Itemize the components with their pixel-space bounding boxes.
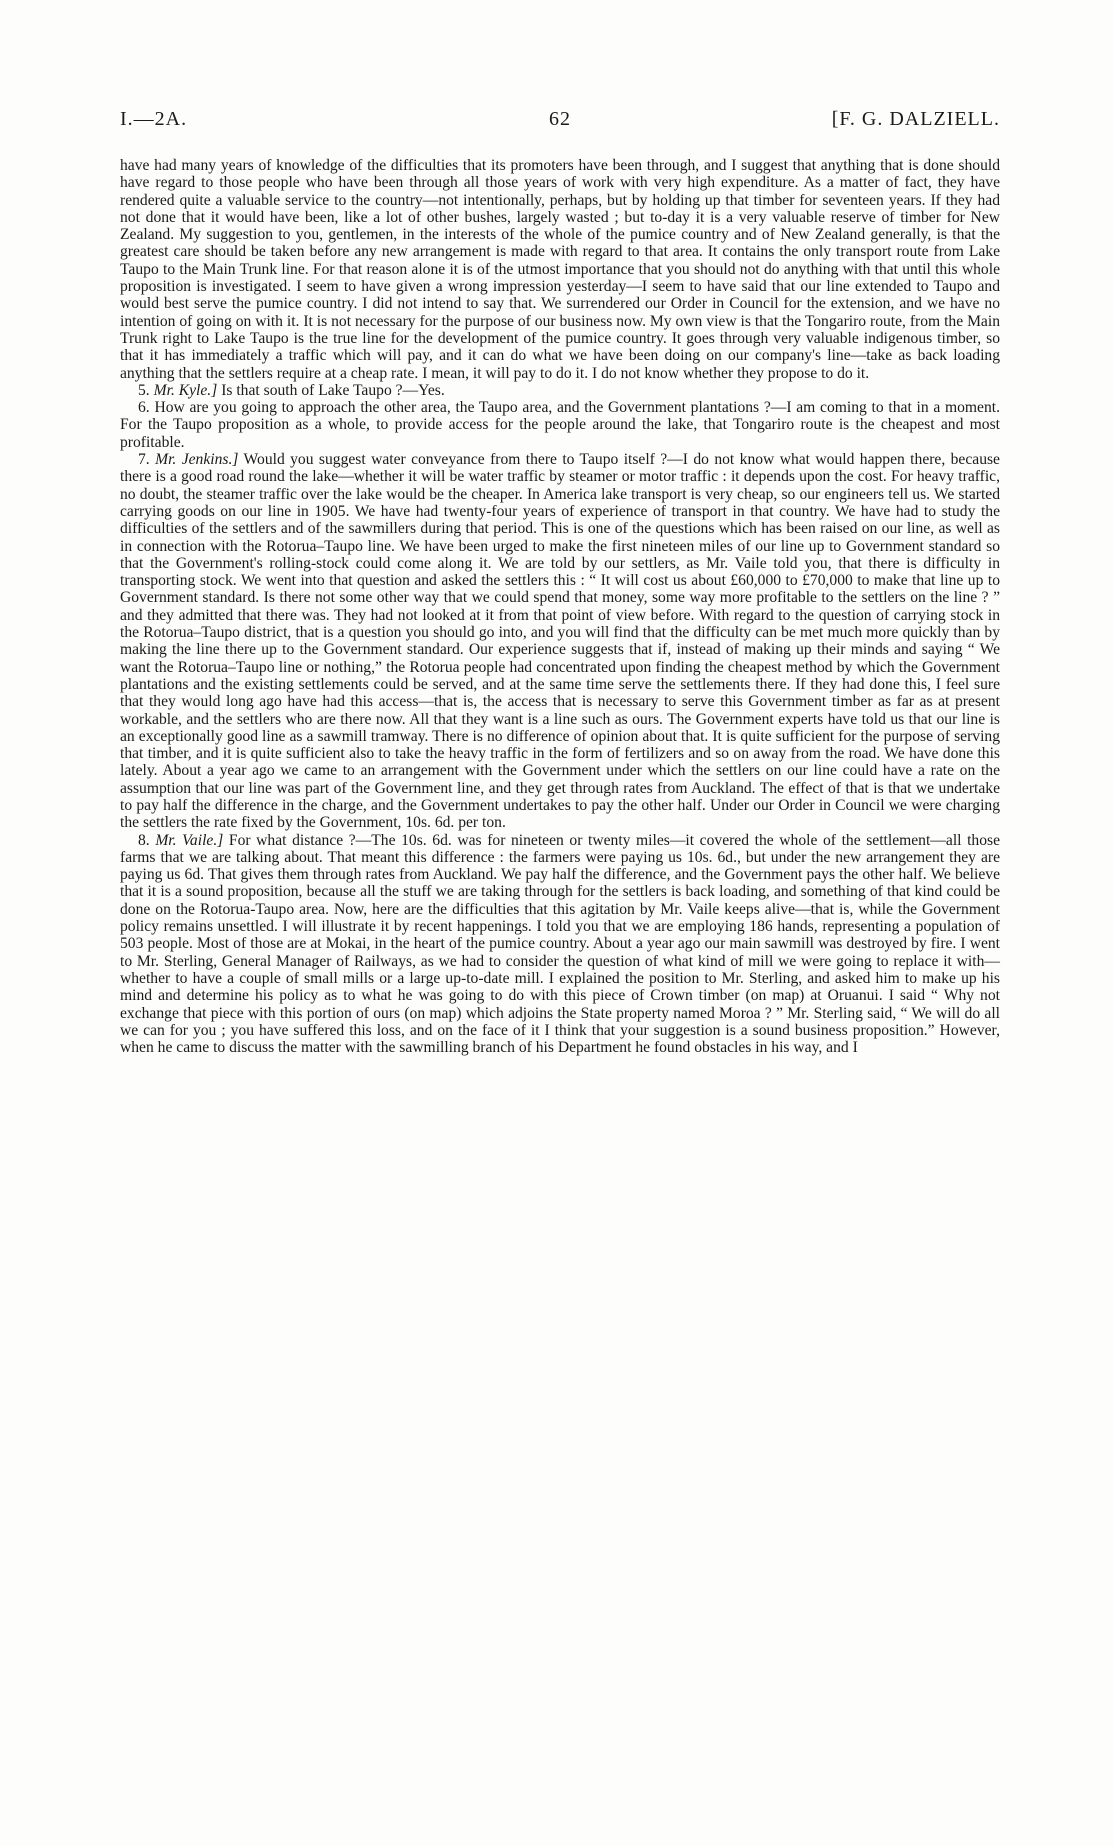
speaker-name: Mr. Kyle.]: [153, 381, 218, 399]
page-number: 62: [549, 108, 571, 130]
paragraph-question-7: [120, 451, 1000, 832]
question-number: 7.: [138, 451, 150, 469]
paragraph-continued: [120, 157, 1000, 382]
paragraph-text: have had many years of knowledge of the difficulties that its promoters have been through, and I suggest that anything that is done should have regard to those people who have been through all those years of work with very high expenditure. As a matter of fact, they have rendered quite a valuable service to the country—not intentionally, perhaps, but by holding up that timber for seventeen years. If they had not done that it would have been, like a lot of other bushes, largely wasted ; but to-day it is a very valuable reserve of timber for New Zealand. My suggestion to you, gentlemen, in the interests of the whole of the pumice country and of New Zealand generally, is that the greatest care should be taken before any new arrangement is made with regard to that area. It contains the only transport route from Lake Taupo to the Main Trunk line. For that reason alone it is of the utmost importance that you should not do anything with that until this whole proposition is investigated. I seem to have given a wrong impression yesterday—I seem to have said that our line extended to Taupo and would best serve the pumice country. I did not intend to say that. We surrendered our Order in Council for the extension, and we have no intention of going on with it. It is not necessary for the purpose of our business now. My own view is that the Tongariro route, from the Main Trunk right to Lake Taupo is the true line for the development of the pumice country. It goes through very valuable indigenous timber, so that it has immediately a traffic which will pay, and it can do what we have been doing on our company's line—take as back loading anything that the settlers require at a cheap rate. I mean, it will pay to do it. I do not know whether they propose to do it.: [120, 157, 1000, 382]
paragraph-text: For what distance ?—The 10s. 6d. was for nineteen or twenty miles—it covered the whole of the settlement—all those farms that we are talking about. That meant this difference : the farmers were paying us 10s. 6d., but under the new arrangement they are paying us 6d. That gives them through rates from Auckland. We pay half the difference, and the Government pays the other half. We believe that it is a sound proposition, because all the stuff we are taking through for the settlers is back loading, and something of that kind could be done on the Rotorua-Taupo area. Now, here are the difficulties that this agitation by Mr. Vaile keeps alive—that is, while the Government policy remains unsettled. I will illustrate it by recent happenings. I told you that we are employing 186 hands, representing a population of 503 people. Most of those are at Mokai, in the heart of the pumice country. About a year ago our main sawmill was destroyed by fire. I went to Mr. Sterling, General Manager of Railways, as we had to consider the question of what kind of mill we were going to replace it with—whether to have a couple of small mills or a large up-to-date mill. I explained the position to Mr. Sterling, and asked him to make up his mind and determine his policy as to what he was going to do with this piece of Crown timber (on map) at Oruanui. I said “ Why not exchange that piece with this portion of ours (on map) which adjoins the State property named Moroa ? ” Mr. Sterling said, “ We will do all we can for you ; you have suffered this loss, and on the face of it I think that your suggestion is a sound business proposition.” However, when he came to discuss the matter with the sawmilling branch of his Department he found obstacles in his way, and I: [120, 831, 1001, 1057]
paragraph-question-6: [120, 399, 1000, 451]
question-number: 8.: [138, 831, 150, 849]
speaker-name: Mr. Vaile.]: [155, 831, 224, 849]
paragraph-text: Would you suggest water conveyance from there to Taupo itself ?—I do not know what would happen there, because there is a good road round the lake—whether it will be water traffic by steamer or motor traffic : it depends upon the cost. For heavy traffic, no doubt, the steamer traffic over the lake would be the cheaper. In America lake transport is very cheap, so our engineers tell us. We started carrying goods on our line in 1905. We have had twenty-four years of experience of transport in that country. We have had to study the difficulties of the settlers and of the sawmillers during that period. This is one of the questions which has been raised on our line, as well as in connection with the Rotorua–Taupo line. We have been urged to make the first nineteen miles of our line up to Government standard so that the Government's rolling-stock could come along it. We are told by our settlers, as Mr. Vaile told you, that there is difficulty in transporting stock. We went into that question and asked the settlers this : “ It will cost us about £60,000 to £70,000 to make that line up to Government standard. Is there not some other way that we could spend that money, some way more profitable to the settlers on the line ? ” and they admitted that there was. They had not looked at it from that point of view before. With regard to the question of carrying stock in the Rotorua–Taupo district, that is a question you should go into, and you will find that the difficulty can be met much more quickly than by making the line there up to the Government standard. Our experience suggests that if, instead of making up their minds and saying “ We want the Rotorua–Taupo line or nothing,” the Rotorua people had concentrated upon finding the cheapest method by which the Government plantations and the existing settlements could be served, and at the same time serve the settlements there. If they had done this, I feel sure that they would long ago have had this access—that is, the access that is necessary to serve this Government timber as far as at present workable, and the settlers who are there now. All that they want is a line such as ours. The Government experts have told us that our line is an exceptionally good line as a sawmill tramway. There is no difference of opinion about that. It is quite sufficient for the purpose of serving that timber, and it is quite sufficient also to take the heavy traffic in the form of fertilizers and so on away from the road. We have done this lately. About a year ago we came to an arrangement with the Government under which the settlers on our line could have a rate on the assumption that our line was part of the Government line, and they get through rates from Auckland. The effect of that is that we undertake to pay half the difference in the charge, and the Government undertakes to pay the other half. Under our Order in Council we were charging the settlers the rate fixed by the Government, 10s. 6d. per ton.: [120, 451, 1000, 832]
question-number: 5.: [138, 381, 150, 399]
speaker-name: Mr. Jenkins.]: [155, 451, 239, 469]
running-header: [120, 108, 1000, 136]
paragraph-text: How are you going to approach the other area, the Taupo area, and the Government plantations ?—I am coming to that in a moment. For the Taupo proposition as a whole, to provide access for the people around the lake, that Tongariro route is the cheapest and most profitable.: [120, 399, 1000, 451]
paragraph-question-8: [120, 832, 1000, 1057]
question-number: 6.: [138, 399, 150, 417]
paragraph-question-5: [120, 382, 1000, 399]
paragraph-text: Is that south of Lake Taupo ?—Yes.: [221, 381, 445, 399]
witness-name: [F. G. DALZIELL.: [831, 108, 1000, 130]
document-reference: I.—2A.: [120, 108, 188, 130]
body-text: [120, 157, 1000, 1056]
